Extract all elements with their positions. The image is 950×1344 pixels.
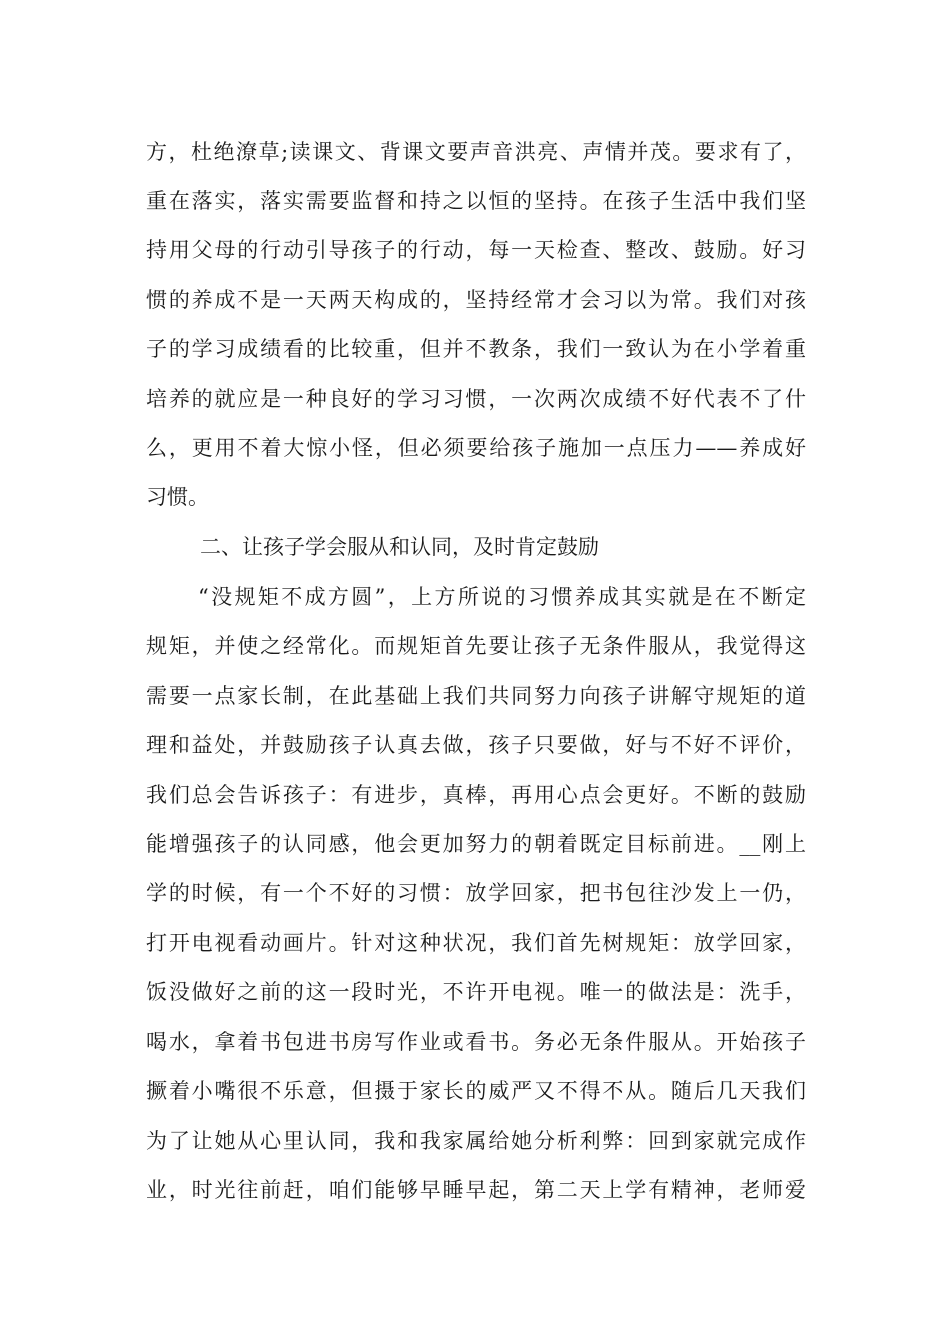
paragraph-line: 习惯。 — [146, 485, 209, 509]
paragraph-line: “没规矩不成方圆”，上方所说的习惯养成其实就是在不断定 — [198, 585, 806, 609]
paragraph-line: 打开电视看动画片。针对这种状况，我们首先树规矩：放学回家， — [146, 931, 806, 955]
paragraph-line: 饭没做好之前的这一段时光，不许开电视。唯一的做法是：洗手， — [146, 980, 806, 1004]
paragraph-line: 业，时光往前赶，咱们能够早睡早起，第二天上学有精神，老师爱 — [146, 1178, 806, 1202]
paragraph-line: 理和益处，并鼓励孩子认真去做，孩子只要做，好与不好不评价， — [146, 733, 806, 757]
paragraph-line: 持用父母的行动引导孩子的行动，每一天检查、整改、鼓励。好习 — [146, 238, 806, 262]
paragraph-line: 方，杜绝潦草;读课文、背课文要声音洪亮、声情并茂。要求有了， — [146, 140, 806, 164]
paragraph-line: 学的时候，有一个不好的习惯：放学回家，把书包往沙发上一仍， — [146, 881, 806, 905]
paragraph-line: 么，更用不着大惊小怪，但必须要给孩子施加一点压力——养成好 — [146, 436, 806, 460]
paragraph-line: 喝水，拿着书包进书房写作业或看书。务必无条件服从。开始孩子 — [146, 1030, 806, 1054]
paragraph-line: 规矩，并使之经常化。而规矩首先要让孩子无条件服从，我觉得这 — [146, 634, 806, 658]
paragraph-line: 培养的就应是一种良好的学习习惯，一次两次成绩不好代表不了什 — [146, 387, 806, 411]
paragraph-line: 重在落实，落实需要监督和持之以恒的坚持。在孩子生活中我们坚 — [146, 189, 806, 213]
paragraph-line: 惯的养成不是一天两天构成的，坚持经常才会习以为常。我们对孩 — [146, 288, 806, 312]
paragraph-line: 能增强孩子的认同感，他会更加努力的朝着既定目标前进。__刚上 — [146, 832, 806, 856]
paragraph-line: 为了让她从心里认同，我和我家属给她分析利弊：回到家就完成作 — [146, 1129, 806, 1153]
paragraph-line: 需要一点家长制，在此基础上我们共同努力向孩子讲解守规矩的道 — [146, 684, 806, 708]
paragraph-line: 我们总会告诉孩子：有进步，真棒，再用心点会更好。不断的鼓励 — [146, 783, 806, 807]
paragraph-line: 撅着小嘴很不乐意，但摄于家长的威严又不得不从。随后几天我们 — [146, 1079, 806, 1103]
section-heading: 二、让孩子学会服从和认同，及时肯定鼓励 — [200, 535, 599, 559]
paragraph-line: 子的学习成绩看的比较重，但并不教条，我们一致认为在小学着重 — [146, 337, 806, 361]
